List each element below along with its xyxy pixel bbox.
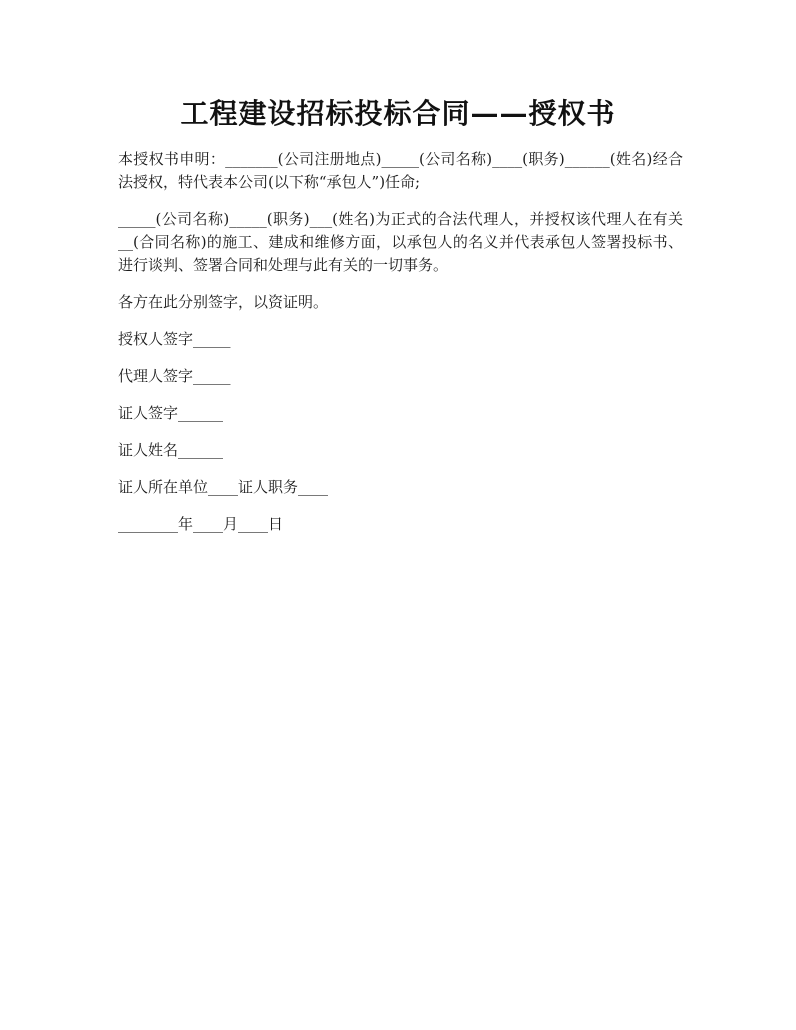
date-line: ________年____月____日	[118, 515, 284, 533]
witness-statement-paragraph: 各方在此分别签字，以资证明。	[118, 293, 329, 311]
authorization-statement-paragraph: 本授权书申明：_______(公司注册地点)_____(公司名称)____(职务)______(姓名)经合法授权，特代表本公司(以下称“承包人”)任命;	[118, 150, 683, 191]
witness-name-line: 证人姓名______	[118, 441, 224, 459]
witness-signature-line: 证人签字______	[118, 404, 224, 422]
document-title: 工程建设招标投标合同——授权书	[180, 97, 616, 130]
agent-appointment-paragraph: _____(公司名称)_____(职务)___(姓名)为正式的合法代理人，并授权该代理人在有关__(合同名称)的施工、建成和维修方面，以承包人的名义并代表承包人签署投标书、进行谈判、签署合同和处理与此有关的一切事务。	[118, 210, 683, 274]
agent-signature-line: 代理人签字_____	[118, 367, 231, 385]
authorizer-signature-line: 授权人签字_____	[118, 330, 231, 348]
witness-unit-title-line: 证人所在单位____证人职务____	[118, 478, 329, 496]
document-body	[118, 148, 683, 550]
